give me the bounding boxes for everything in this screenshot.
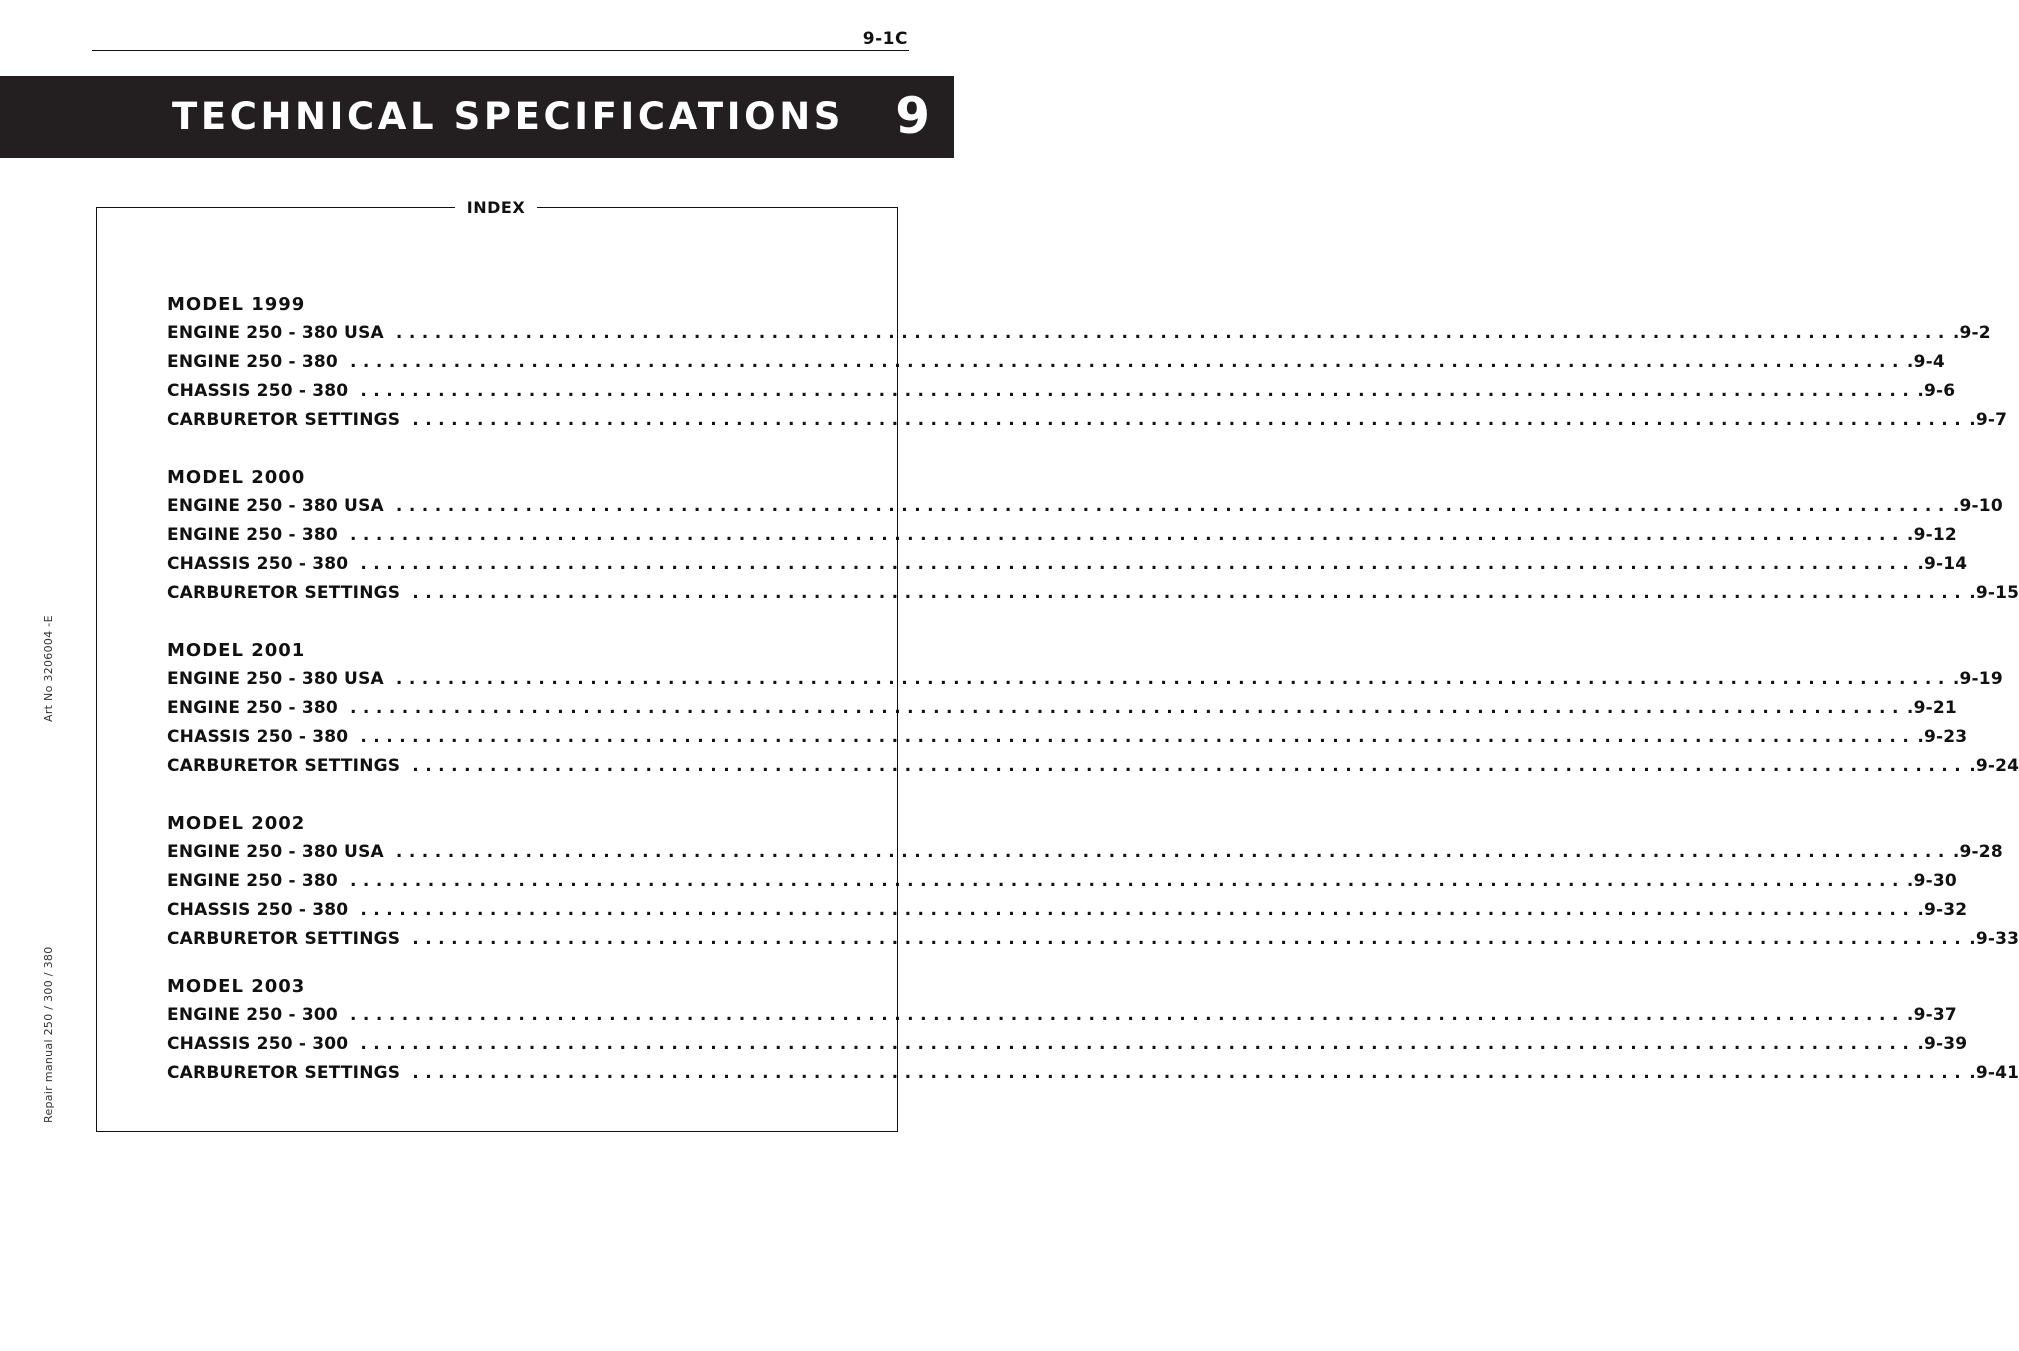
dot-leader: ........................................................................................................................ [349,352,1905,372]
entry-page: .9-6 [1917,381,1956,401]
dot-leader: ........................................................................................................................ [349,1005,1905,1025]
dot-leader: ........................................................................................................................ [412,1063,1968,1083]
entry-label: ENGINE 250 - 380 USA [167,496,384,516]
dot-leader: ........................................................................................................................ [349,698,1905,718]
dot-leader: ........................................................................................................................ [395,323,1951,343]
toc-entry[interactable] [167,1059,2019,1088]
dot-leader: ........................................................................................................................ [349,525,1905,545]
entry-page: .9-23 [1917,727,1968,747]
chapter-number: 9 [895,87,930,145]
toc-entry[interactable] [167,838,2003,867]
section-title: MODEL 1999 [167,294,306,315]
section-title: MODEL 2000 [167,467,306,488]
page-title: TECHNICAL SPECIFICATIONS [172,95,845,138]
art-number: Art No 3206004 -E [42,615,55,722]
toc-entry[interactable] [167,752,2019,781]
entry-page: .9-41 [1969,1063,2019,1083]
section-title: MODEL 2003 [167,976,306,997]
entry-label: ENGINE 250 - 380 [167,871,338,891]
toc-entry[interactable] [167,377,1956,406]
entry-label: CHASSIS 250 - 380 [167,900,349,920]
index-label: INDEX [455,198,537,218]
toc-entry[interactable] [167,1001,1957,1030]
entry-label: ENGINE 250 - 380 [167,525,338,545]
entry-label: CARBURETOR SETTINGS [167,756,401,776]
toc-entry[interactable] [167,348,1945,377]
title-bar [0,76,954,158]
entry-page: .9-14 [1917,554,1968,574]
dot-leader: ........................................................................................................................ [412,410,1968,430]
table-of-contents [167,290,2019,1088]
entry-page: .9-21 [1906,698,1957,718]
toc-entry[interactable] [167,550,1968,579]
entry-page: .9-28 [1952,842,2003,862]
manual-title: Repair manual 250 / 300 / 380 [42,946,55,1123]
dot-leader: ........................................................................................................................ [412,583,1968,603]
entry-label: CHASSIS 250 - 380 [167,381,349,401]
toc-entry[interactable] [167,406,2008,435]
dot-leader: ........................................................................................................................ [412,929,1968,949]
toc-entry[interactable] [167,579,2019,608]
toc-entry[interactable] [167,319,1991,348]
dot-leader: ........................................................................................................................ [360,727,1916,747]
section-model-2002 [167,809,2019,954]
entry-label: CHASSIS 250 - 300 [167,1034,349,1054]
entry-page: .9-37 [1906,1005,1957,1025]
entry-page: .9-7 [1969,410,2008,430]
entry-label: CHASSIS 250 - 380 [167,727,349,747]
toc-entry[interactable] [167,694,1957,723]
index-box [96,198,2019,1132]
section-model-2000 [167,463,2019,608]
toc-entry[interactable] [167,521,1957,550]
section-model-2003 [167,972,2019,1088]
entry-label: ENGINE 250 - 300 [167,1005,338,1025]
entry-label: CHASSIS 250 - 380 [167,554,349,574]
section-model-2001 [167,636,2019,781]
section-title: MODEL 2002 [167,813,306,834]
entry-page: .9-33 [1969,929,2019,949]
header-rule [92,50,909,51]
entry-label: CARBURETOR SETTINGS [167,929,401,949]
dot-leader: ........................................................................................................................ [395,842,1951,862]
section-model-1999 [167,290,2008,435]
entry-label: CARBURETOR SETTINGS [167,1063,401,1083]
dot-leader: ........................................................................................................................ [395,496,1951,516]
dot-leader: ........................................................................................................................ [360,554,1916,574]
entry-label: ENGINE 250 - 380 USA [167,842,384,862]
entry-page: .9-24 [1969,756,2019,776]
entry-page: .9-10 [1952,496,2003,516]
dot-leader: ........................................................................................................................ [395,669,1951,689]
page-number: 9-1C [862,29,908,49]
entry-label: ENGINE 250 - 380 USA [167,323,384,343]
dot-leader: ........................................................................................................................ [412,756,1968,776]
entry-page: .9-39 [1917,1034,1968,1054]
entry-page: .9-32 [1917,900,1968,920]
section-title: MODEL 2001 [167,640,306,661]
entry-label: CARBURETOR SETTINGS [167,410,401,430]
entry-label: ENGINE 250 - 380 [167,352,338,372]
toc-entry[interactable] [167,492,2003,521]
entry-label: ENGINE 250 - 380 [167,698,338,718]
toc-entry[interactable] [167,896,1968,925]
entry-label: ENGINE 250 - 380 USA [167,669,384,689]
entry-page: .9-12 [1906,525,1957,545]
entry-page: .9-30 [1906,871,1957,891]
entry-page: .9-19 [1952,669,2003,689]
dot-leader: ........................................................................................................................ [360,900,1916,920]
entry-page: .9-2 [1952,323,1991,343]
dot-leader: ........................................................................................................................ [349,871,1905,891]
entry-label: CARBURETOR SETTINGS [167,583,401,603]
entry-page: .9-15 [1969,583,2019,603]
toc-entry[interactable] [167,925,2019,954]
toc-entry[interactable] [167,723,1968,752]
toc-entry[interactable] [167,867,1957,896]
entry-page: .9-4 [1906,352,1945,372]
dot-leader: ........................................................................................................................ [360,381,1916,401]
toc-entry[interactable] [167,665,2003,694]
dot-leader: ........................................................................................................................ [360,1034,1916,1054]
toc-entry[interactable] [167,1030,1968,1059]
